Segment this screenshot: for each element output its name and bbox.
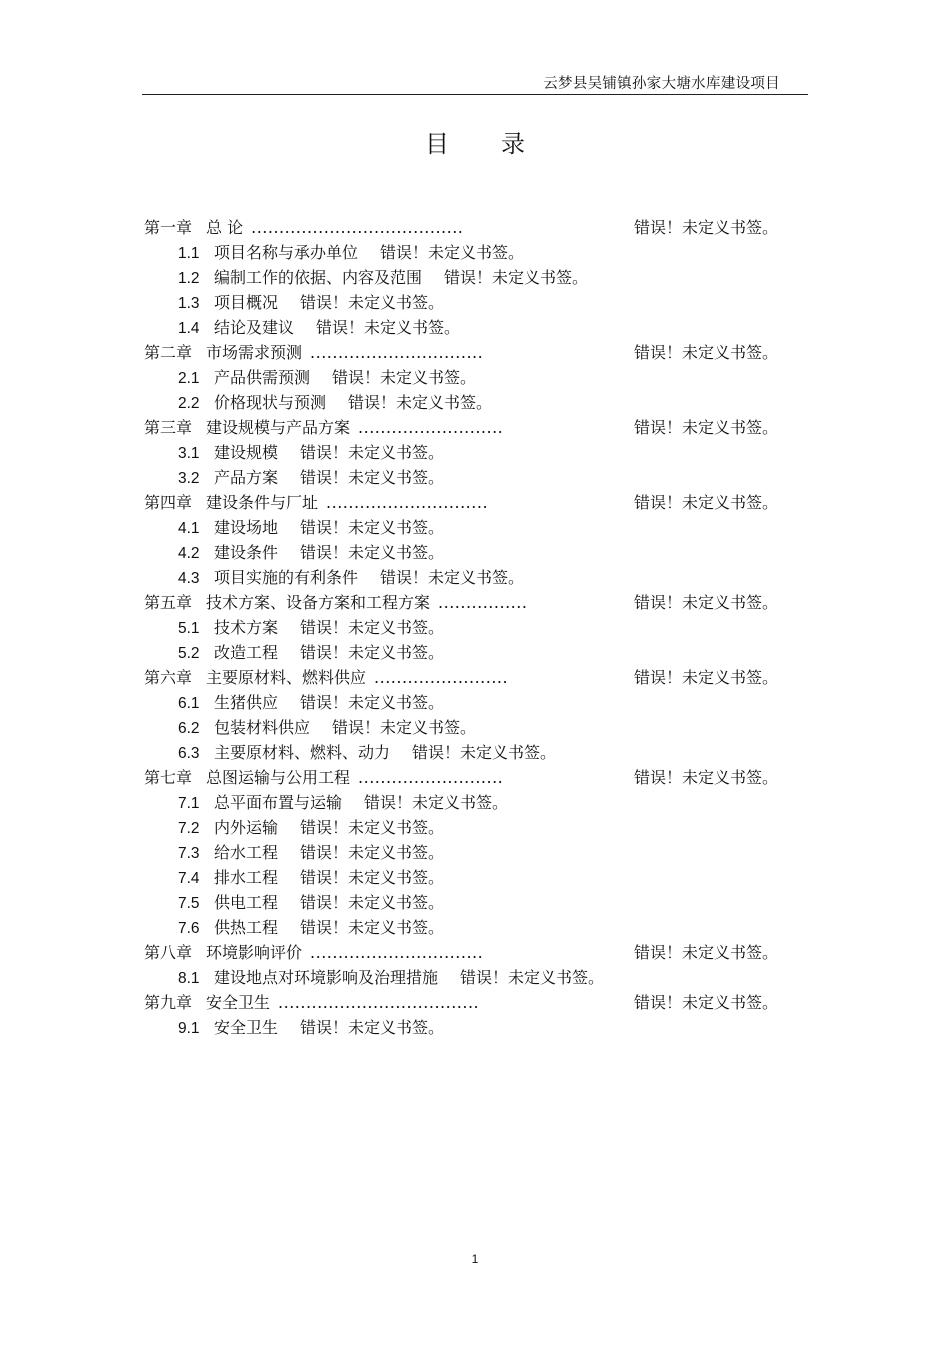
toc-section-entry[interactable] bbox=[144, 890, 804, 915]
bookmark-error-ref: 错误！未定义书签。 bbox=[460, 968, 605, 987]
chapter-label: 第四章 bbox=[144, 493, 193, 512]
section-number: 8.1 bbox=[178, 970, 200, 987]
bookmark-error-ref: 错误！未定义书签。 bbox=[634, 943, 779, 962]
section-number: 9.1 bbox=[178, 1020, 200, 1037]
toc-section-entry[interactable] bbox=[144, 840, 804, 865]
section-number: 1.1 bbox=[178, 245, 200, 262]
section-title: 给水工程 bbox=[214, 843, 279, 862]
toc-section-entry[interactable] bbox=[144, 815, 804, 840]
section-number: 7.5 bbox=[178, 895, 200, 912]
toc-section-entry[interactable] bbox=[144, 540, 804, 565]
toc-chapter-entry[interactable] bbox=[144, 665, 804, 690]
bookmark-error-ref: 错误！未定义书签。 bbox=[634, 993, 779, 1012]
section-title: 建设场地 bbox=[214, 518, 279, 537]
bookmark-error-ref: 错误！未定义书签。 bbox=[332, 718, 477, 737]
section-title: 生猪供应 bbox=[214, 693, 279, 712]
chapter-title: 安全卫生 bbox=[206, 993, 271, 1012]
chapter-title: 环境影响评价 bbox=[206, 943, 303, 962]
chapter-label: 第三章 bbox=[144, 418, 193, 437]
leader-dots: ........................ bbox=[374, 668, 509, 687]
chapter-title: 主要原材料、燃料供应 bbox=[206, 668, 367, 687]
toc-section-entry[interactable] bbox=[144, 965, 804, 990]
chapter-title: 建设条件与厂址 bbox=[206, 493, 319, 512]
bookmark-error-ref: 错误！未定义书签。 bbox=[634, 343, 779, 362]
leader-dots: .................................... bbox=[278, 993, 480, 1012]
bookmark-error-ref: 错误！未定义书签。 bbox=[634, 218, 779, 237]
bookmark-error-ref: 错误！未定义书签。 bbox=[300, 843, 445, 862]
bookmark-error-ref: 错误！未定义书签。 bbox=[444, 268, 589, 287]
bookmark-error-ref: 错误！未定义书签。 bbox=[348, 393, 493, 412]
section-number: 7.1 bbox=[178, 795, 200, 812]
bookmark-error-ref: 错误！未定义书签。 bbox=[300, 868, 445, 887]
bookmark-error-ref: 错误！未定义书签。 bbox=[300, 918, 445, 937]
section-title: 产品供需预测 bbox=[214, 368, 311, 387]
toc-chapter-entry[interactable] bbox=[144, 765, 804, 790]
toc-chapter-entry[interactable] bbox=[144, 340, 804, 365]
section-title: 项目概况 bbox=[214, 293, 279, 312]
chapter-title: 总 论 bbox=[206, 218, 244, 237]
bookmark-error-ref: 错误！未定义书签。 bbox=[634, 418, 779, 437]
toc-section-entry[interactable] bbox=[144, 240, 804, 265]
header-rule bbox=[142, 94, 808, 95]
leader-dots: .......................... bbox=[358, 418, 504, 437]
leader-dots: ............................... bbox=[310, 943, 484, 962]
leader-dots: ............................... bbox=[310, 343, 484, 362]
bookmark-error-ref: 错误！未定义书签。 bbox=[634, 668, 779, 687]
section-title: 项目实施的有利条件 bbox=[214, 568, 359, 587]
section-title: 改造工程 bbox=[214, 643, 279, 662]
bookmark-error-ref: 错误！未定义书签。 bbox=[300, 893, 445, 912]
toc-section-entry[interactable] bbox=[144, 565, 804, 590]
toc-section-entry[interactable] bbox=[144, 865, 804, 890]
leader-dots: ...................................... bbox=[251, 218, 464, 237]
toc-chapter-entry[interactable] bbox=[144, 490, 804, 515]
toc-chapter-entry[interactable] bbox=[144, 590, 804, 615]
toc-section-entry[interactable] bbox=[144, 690, 804, 715]
toc-chapter-entry[interactable] bbox=[144, 415, 804, 440]
toc-section-entry[interactable] bbox=[144, 740, 804, 765]
section-number: 3.2 bbox=[178, 470, 200, 487]
section-number: 6.1 bbox=[178, 695, 200, 712]
section-title: 排水工程 bbox=[214, 868, 279, 887]
section-number: 4.2 bbox=[178, 545, 200, 562]
section-number: 6.3 bbox=[178, 745, 200, 762]
toc-section-entry[interactable] bbox=[144, 365, 804, 390]
section-title: 供电工程 bbox=[214, 893, 279, 912]
bookmark-error-ref: 错误！未定义书签。 bbox=[300, 818, 445, 837]
section-number: 5.1 bbox=[178, 620, 200, 637]
section-title: 建设地点对环境影响及治理措施 bbox=[214, 968, 439, 987]
toc-section-entry[interactable] bbox=[144, 290, 804, 315]
toc-section-entry[interactable] bbox=[144, 715, 804, 740]
bookmark-error-ref: 错误！未定义书签。 bbox=[300, 1018, 445, 1037]
section-title: 主要原材料、燃料、动力 bbox=[214, 743, 391, 762]
chapter-label: 第六章 bbox=[144, 668, 193, 687]
section-number: 1.4 bbox=[178, 320, 200, 337]
bookmark-error-ref: 错误！未定义书签。 bbox=[300, 468, 445, 487]
section-number: 7.4 bbox=[178, 870, 200, 887]
bookmark-error-ref: 错误！未定义书签。 bbox=[634, 768, 779, 787]
section-number: 7.3 bbox=[178, 845, 200, 862]
toc-chapter-entry[interactable] bbox=[144, 215, 804, 240]
bookmark-error-ref: 错误！未定义书签。 bbox=[412, 743, 557, 762]
chapter-label: 第五章 bbox=[144, 593, 193, 612]
toc-chapter-entry[interactable] bbox=[144, 940, 804, 965]
section-title: 建设条件 bbox=[214, 543, 279, 562]
bookmark-error-ref: 错误！未定义书签。 bbox=[300, 443, 445, 462]
section-number: 6.2 bbox=[178, 720, 200, 737]
table-of-contents bbox=[144, 215, 804, 1040]
toc-heading: 目录 bbox=[425, 130, 577, 158]
section-number: 4.1 bbox=[178, 520, 200, 537]
section-number: 4.3 bbox=[178, 570, 200, 587]
bookmark-error-ref: 错误！未定义书签。 bbox=[300, 543, 445, 562]
toc-section-entry[interactable] bbox=[144, 515, 804, 540]
toc-section-entry[interactable] bbox=[144, 615, 804, 640]
bookmark-error-ref: 错误！未定义书签。 bbox=[300, 518, 445, 537]
section-number: 2.1 bbox=[178, 370, 200, 387]
bookmark-error-ref: 错误！未定义书签。 bbox=[380, 568, 525, 587]
toc-section-entry[interactable] bbox=[144, 440, 804, 465]
section-title: 内外运输 bbox=[214, 818, 279, 837]
section-title: 编制工作的依据、内容及范围 bbox=[214, 268, 423, 287]
bookmark-error-ref: 错误！未定义书签。 bbox=[300, 293, 445, 312]
leader-dots: .......................... bbox=[358, 768, 504, 787]
leader-dots: ................ bbox=[438, 593, 528, 612]
chapter-label: 第九章 bbox=[144, 993, 193, 1012]
bookmark-error-ref: 错误！未定义书签。 bbox=[634, 593, 779, 612]
bookmark-error-ref: 错误！未定义书签。 bbox=[380, 243, 525, 262]
toc-section-entry[interactable] bbox=[144, 640, 804, 665]
toc-section-entry[interactable] bbox=[144, 790, 804, 815]
leader-dots: ............................. bbox=[326, 493, 489, 512]
bookmark-error-ref: 错误！未定义书签。 bbox=[300, 643, 445, 662]
toc-section-entry[interactable] bbox=[144, 1015, 804, 1040]
section-number: 7.6 bbox=[178, 920, 200, 937]
chapter-title: 市场需求预测 bbox=[206, 343, 303, 362]
toc-section-entry[interactable] bbox=[144, 265, 804, 290]
section-title: 项目名称与承办单位 bbox=[214, 243, 359, 262]
section-title: 建设规模 bbox=[214, 443, 279, 462]
toc-section-entry[interactable] bbox=[144, 915, 804, 940]
section-title: 总平面布置与运输 bbox=[214, 793, 343, 812]
section-number: 1.3 bbox=[178, 295, 200, 312]
bookmark-error-ref: 错误！未定义书签。 bbox=[634, 493, 779, 512]
section-number: 5.2 bbox=[178, 645, 200, 662]
chapter-label: 第二章 bbox=[144, 343, 193, 362]
section-title: 价格现状与预测 bbox=[214, 393, 327, 412]
chapter-title: 建设规模与产品方案 bbox=[206, 418, 351, 437]
bookmark-error-ref: 错误！未定义书签。 bbox=[332, 368, 477, 387]
chapter-label: 第七章 bbox=[144, 768, 193, 787]
bookmark-error-ref: 错误！未定义书签。 bbox=[316, 318, 461, 337]
chapter-title: 技术方案、设备方案和工程方案 bbox=[206, 593, 431, 612]
toc-section-entry[interactable] bbox=[144, 465, 804, 490]
section-title: 结论及建议 bbox=[214, 318, 295, 337]
toc-section-entry[interactable] bbox=[144, 315, 804, 340]
toc-chapter-entry[interactable] bbox=[144, 990, 804, 1015]
chapter-title: 总图运输与公用工程 bbox=[206, 768, 351, 787]
page-number: 1 bbox=[471, 1252, 479, 1266]
section-number: 3.1 bbox=[178, 445, 200, 462]
section-number: 2.2 bbox=[178, 395, 200, 412]
section-title: 技术方案 bbox=[214, 618, 279, 637]
running-header-title: 云梦县吴铺镇孙家大塘水库建设项目 bbox=[543, 76, 780, 92]
section-title: 产品方案 bbox=[214, 468, 279, 487]
chapter-label: 第八章 bbox=[144, 943, 193, 962]
bookmark-error-ref: 错误！未定义书签。 bbox=[300, 618, 445, 637]
bookmark-error-ref: 错误！未定义书签。 bbox=[364, 793, 509, 812]
section-title: 安全卫生 bbox=[214, 1018, 279, 1037]
section-number: 1.2 bbox=[178, 270, 200, 287]
bookmark-error-ref: 错误！未定义书签。 bbox=[300, 693, 445, 712]
chapter-label: 第一章 bbox=[144, 218, 193, 237]
section-number: 7.2 bbox=[178, 820, 200, 837]
section-title: 供热工程 bbox=[214, 918, 279, 937]
section-title: 包装材料供应 bbox=[214, 718, 311, 737]
toc-section-entry[interactable] bbox=[144, 390, 804, 415]
